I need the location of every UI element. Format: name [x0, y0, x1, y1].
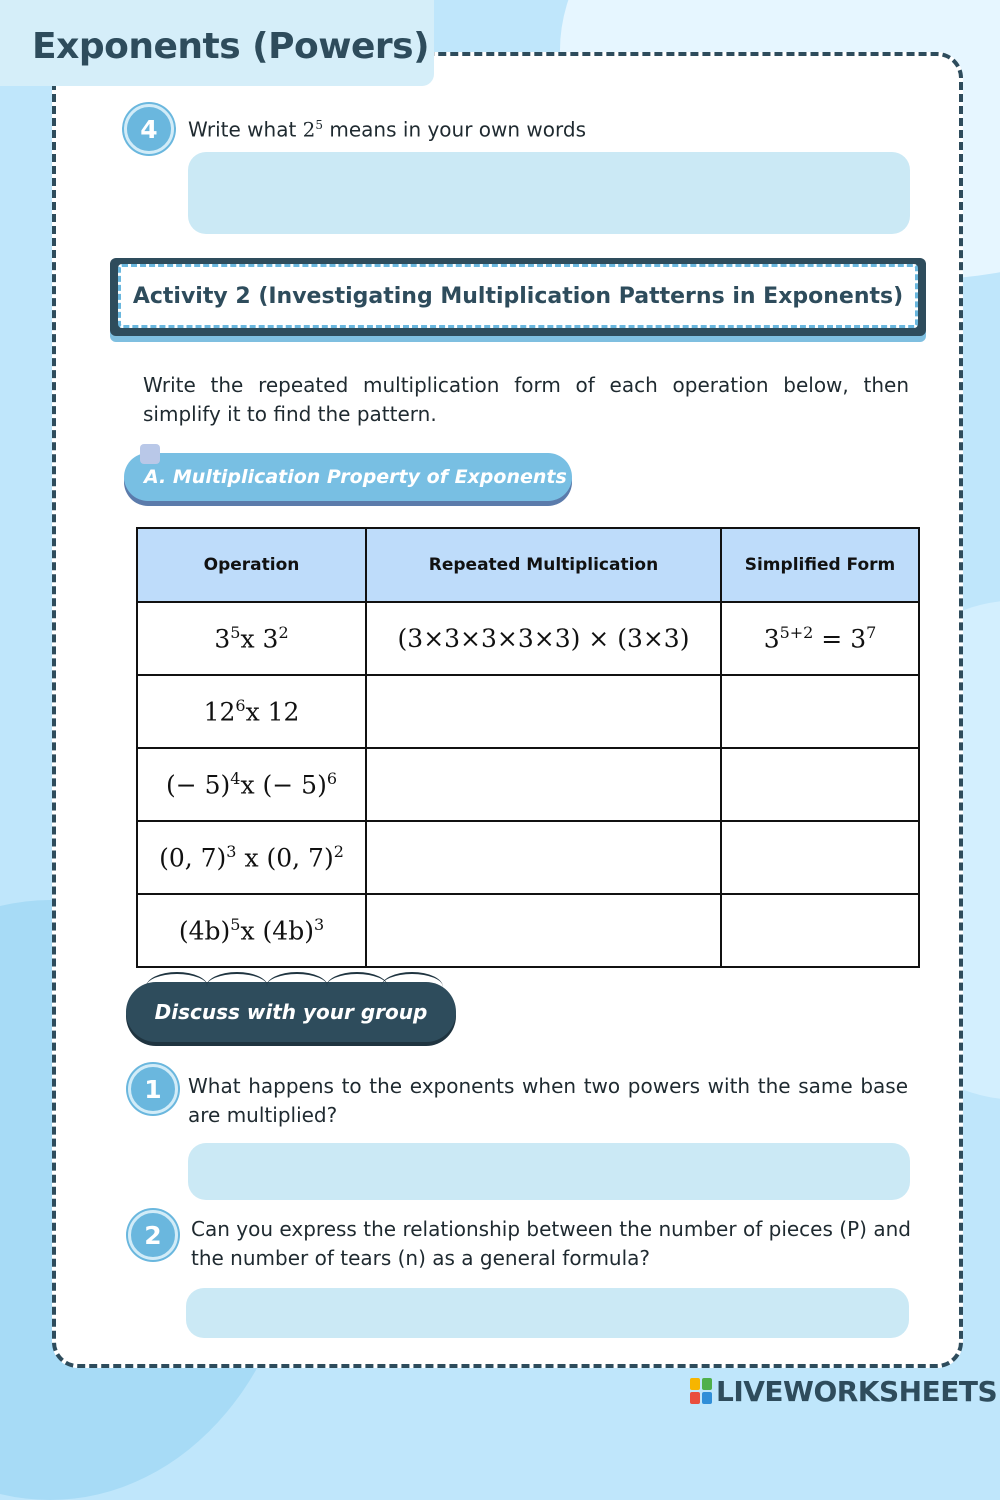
exponent: 3 — [226, 842, 237, 862]
base: 12 — [203, 697, 236, 727]
operation-cell — [137, 821, 366, 894]
question-number-badge: 2 — [128, 1210, 178, 1260]
operation-cell — [137, 602, 366, 675]
section-a-label: A. Multiplication Property of Exponents — [124, 453, 572, 501]
page-title: Exponents (Powers) — [32, 26, 430, 67]
times-sign: x — [240, 624, 255, 654]
repeated-input-cell[interactable] — [366, 894, 721, 967]
repeated-cell: (3×3×3×3×3) × (3×3) — [366, 602, 721, 675]
operation-cell — [137, 675, 366, 748]
exponent: 5+2 — [779, 623, 814, 643]
exponent: 5 — [230, 623, 241, 643]
logo-text: LIVEWORKSHEETS — [716, 1374, 998, 1408]
base: 12 — [267, 697, 300, 727]
times-sign: x — [245, 697, 260, 727]
discuss-cloud — [126, 982, 456, 1042]
exponent: 5 — [230, 915, 241, 935]
question-number-badge: 4 — [124, 104, 174, 154]
repeated-input-cell[interactable] — [366, 821, 721, 894]
title-tab — [0, 0, 434, 86]
base: (− 5) — [262, 770, 327, 800]
times-sign: x — [244, 843, 259, 873]
discuss-label: Discuss with your group — [154, 1000, 428, 1024]
discussion-question-2: Can you express the relationship between the number of pieces (P) and the number of tears (n) as a general formula? — [191, 1217, 911, 1270]
header-simplified-form: Simplified Form — [721, 528, 919, 602]
operation-cell — [137, 894, 366, 967]
question-number-badge: 1 — [128, 1064, 178, 1114]
table-row — [137, 602, 919, 675]
base: 3 — [214, 624, 231, 654]
base: (0, 7) — [266, 843, 334, 873]
simplified-input-cell[interactable] — [721, 821, 919, 894]
table-row — [137, 675, 919, 748]
question-text-start: Write what — [188, 117, 303, 142]
activity-banner — [110, 258, 926, 336]
table-row — [137, 748, 919, 821]
base: (4b) — [178, 916, 231, 946]
question-text-end: means in your own words — [323, 117, 587, 142]
logo-mark-icon — [690, 1378, 712, 1404]
activity-title: Activity 2 (Investigating Multiplication Patterns in Exponents) — [118, 264, 918, 328]
header-operation: Operation — [137, 528, 366, 602]
answer-box-discussion-2[interactable] — [186, 1288, 909, 1338]
simplified-input-cell[interactable] — [721, 675, 919, 748]
exponent: 4 — [230, 769, 241, 789]
times-sign: x — [240, 770, 255, 800]
simplified-cell — [721, 602, 919, 675]
operations-table — [136, 527, 920, 968]
simplified-input-cell[interactable] — [721, 894, 919, 967]
repeated-input-cell[interactable] — [366, 675, 721, 748]
operation-cell — [137, 748, 366, 821]
simplified-input-cell[interactable] — [721, 748, 919, 821]
equals-base: = 3 — [813, 624, 867, 654]
exponent: 3 — [313, 915, 325, 935]
base: (4b) — [262, 916, 314, 946]
base: (0, 7) — [159, 843, 227, 873]
table-row — [137, 821, 919, 894]
repeated-input-cell[interactable] — [366, 748, 721, 821]
times-sign: x — [240, 916, 255, 946]
base: (− 5) — [165, 770, 231, 800]
header-repeated-multiplication: Repeated Multiplication — [366, 528, 721, 602]
power-base: 2 — [302, 117, 316, 142]
table-header-row — [137, 528, 919, 602]
table-row — [137, 894, 919, 967]
answer-box-discussion-1[interactable] — [188, 1143, 910, 1200]
question-4-text — [188, 111, 908, 145]
power-exponent: 5 — [315, 118, 324, 132]
section-a-marker — [140, 444, 160, 464]
exponent: 2 — [333, 842, 344, 862]
liveworksheets-logo[interactable] — [690, 1374, 997, 1408]
discussion-question-1: What happens to the exponents when two powers with the same base are multiplied? — [188, 1074, 908, 1127]
answer-box-question-4[interactable] — [188, 152, 910, 234]
exponent: 7 — [866, 623, 877, 643]
base: 3 — [763, 624, 780, 654]
exponent: 6 — [326, 769, 338, 789]
exponent: 6 — [235, 696, 246, 716]
exponent: 2 — [278, 623, 289, 643]
base: 3 — [262, 624, 279, 654]
instructions-text: Write the repeated multiplication form of each operation below, then simplify it to find the pattern. — [143, 373, 909, 426]
